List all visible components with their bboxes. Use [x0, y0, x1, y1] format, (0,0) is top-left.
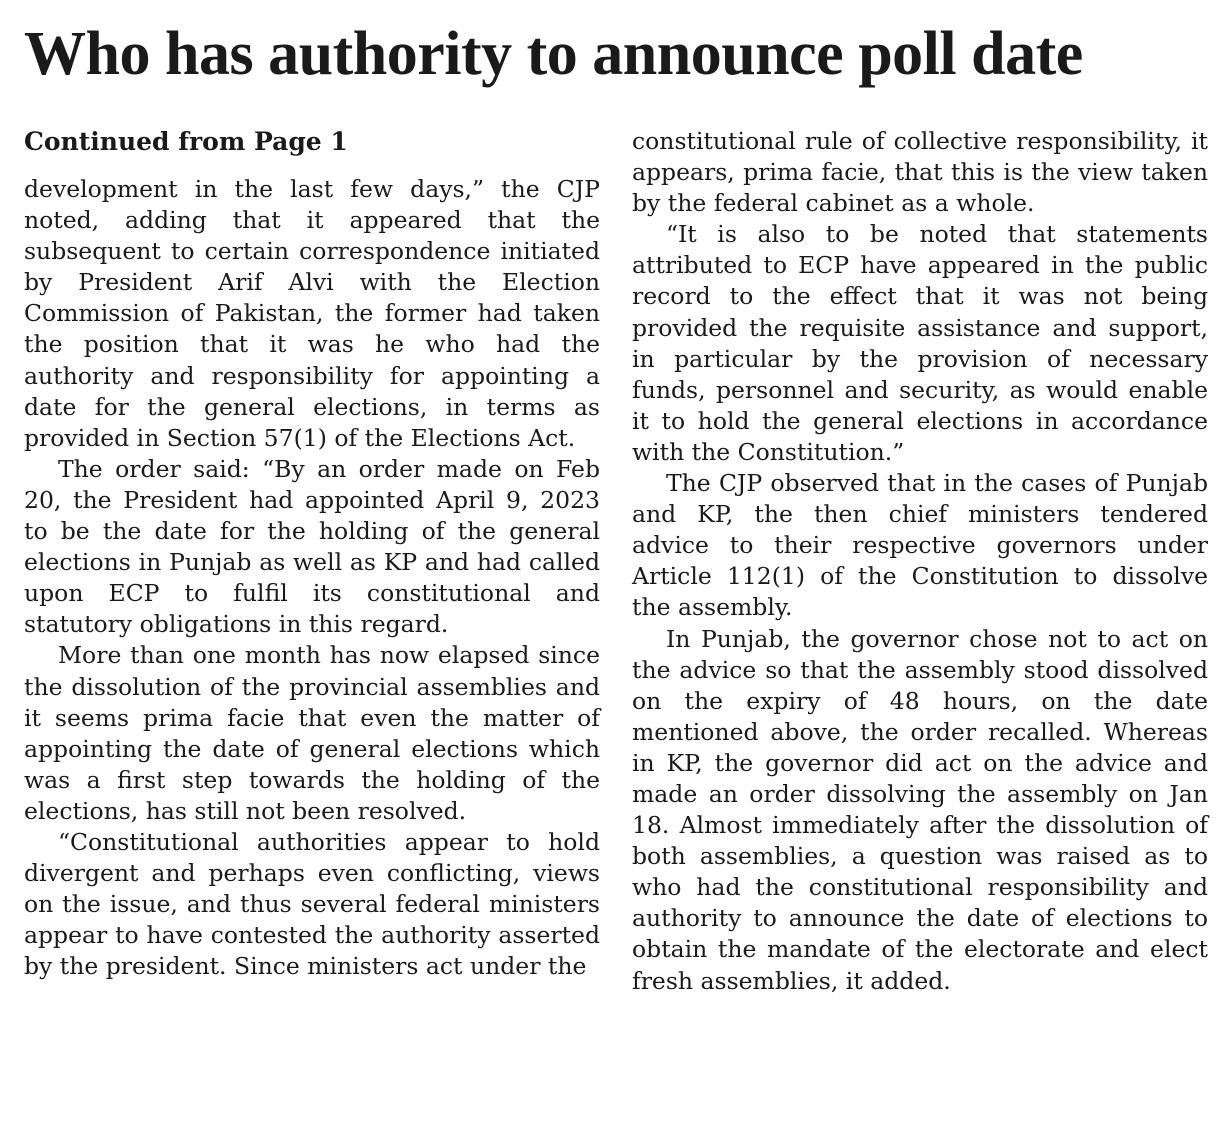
- article-paragraph: constitutional rule of collective responsibility, it appears, prima facie, that this is the view taken by the federal cabinet as a whole.: [632, 127, 1208, 218]
- article-paragraph: The CJP observed that in the cases of Punjab and KP, the then chief ministers tendered advice to their respective governors under Article 112(1) of the Constitution to dissolve the assembly.: [632, 469, 1208, 622]
- article-paragraph: In Punjab, the governor chose not to act on the advice so that the assembly stood dissolved on the expiry of 48 hours, on the date mentioned above, the order recalled. Whereas in KP, the governor did act on the advice and made an order dissolving the assembly on Jan 18. Almost immediately after the dissolution of both assemblies, a question was raised as to who had the constitutional responsibility and authority to announce the date of elections to obtain the mandate of the electorate and elect fresh assemblies, it added.: [632, 624, 1208, 995]
- article-column-right: [632, 126, 1208, 997]
- article-paragraph: More than one month has now elapsed since the dissolution of the provincial assemblies and it seems prima facie that even the matter of appointing the date of general elections which was a first step towards the holding of the elections, has still not been resolved.: [24, 641, 600, 825]
- article-headline: Who has authority to announce poll date: [24, 20, 1083, 88]
- article-paragraph: The order said: “By an order made on Feb 20, the President had appointed April 9, 2023 to be the date for the holding of the general elections in Punjab as well as KP and had called upon ECP to fulfil its constitutional and statutory obligations in this regard.: [24, 454, 600, 639]
- article-column-left: [24, 126, 600, 982]
- article-paragraph: development in the last few days,” the CJP noted, adding that it appeared that the subsequent to certain correspondence initiated by President Arif Alvi with the Election Commission of Pakistan, the former had taken the position that it was he who had the authority and responsibility for appointing a date for the general elections, in terms as provided in Section 57(1) of the Elections Act.: [24, 175, 600, 452]
- article-paragraph: “It is also to be noted that statements attributed to ECP have appeared in the public record to the effect that it was not being provided the requisite assistance and support, in particular by the provision of necessary funds, personnel and security, as would enable it to hold the general elections in accordance with the Constitution.”: [632, 220, 1208, 466]
- continued-from-label: Continued from Page 1: [24, 127, 348, 156]
- article-paragraph: “Constitutional authorities appear to hold divergent and perhaps even conflicting, views on the issue, and thus several federal ministers appear to have contested the authority asserted by the president. Since ministers act under the: [24, 827, 600, 981]
